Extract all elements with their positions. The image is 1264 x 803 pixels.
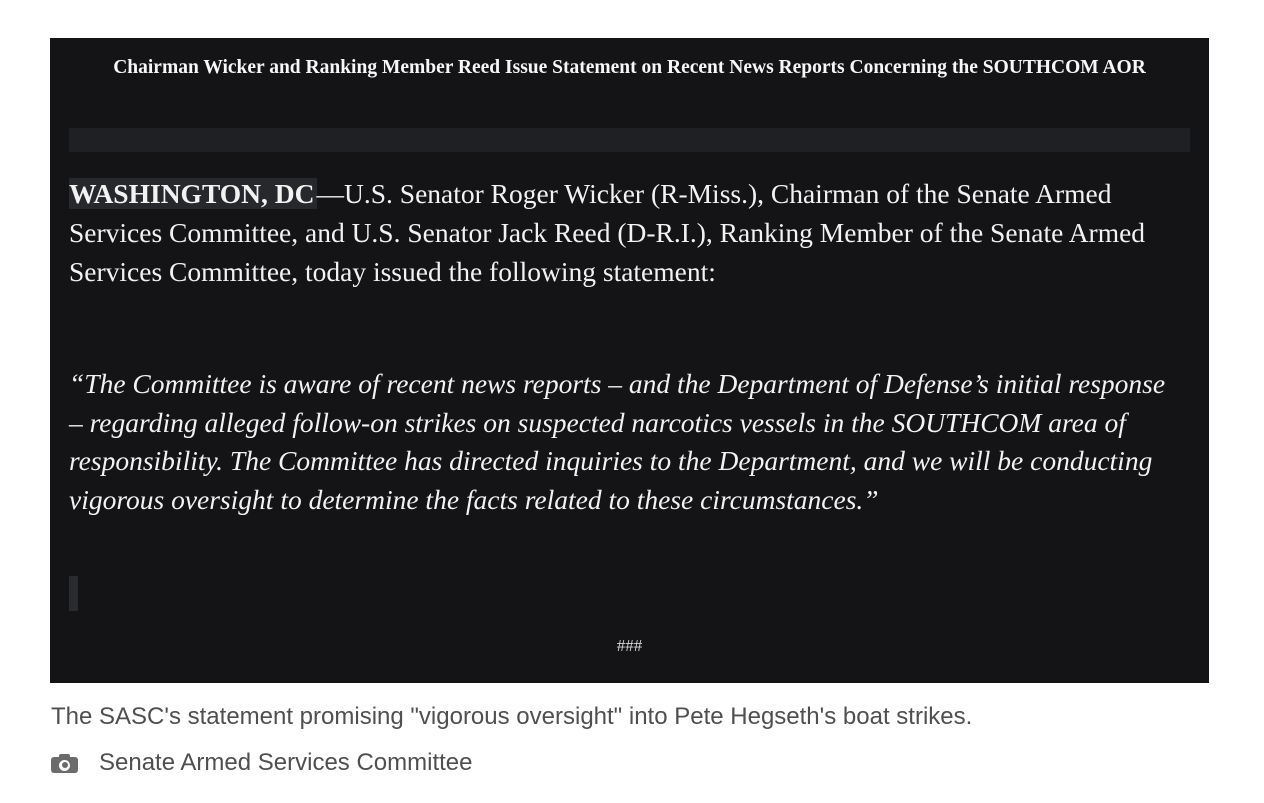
statement-intro [69,174,1183,291]
statement-intro-text: —U.S. Senator Roger Wicker (R-Miss.), Chairman of the Senate Armed Services Committee, and U.S. Senator Jack Reed (D-R.I.), Ranking Member of the Senate Armed Services Committee, today issued the following statement: [69,178,1146,287]
credit-text: Senate Armed Services Committee [99,749,473,776]
press-statement-image [50,38,1209,683]
headline-separator [69,128,1190,152]
figure-credit [51,748,473,778]
figure-caption: The SASC's statement promising "vigorous oversight" into Pete Hegseth's boat strikes. [51,703,973,730]
camera-icon [51,754,78,773]
statement-endmark: ### [616,636,643,655]
statement-quote: “The Committee is aware of recent news reports – and the Department of Defense’s initial response – regarding alleged follow-on strikes on suspected narcotics vessels in the SOUTHCOM area of responsibility. The Committee has directed inquiries to the Department, and we will be conducting vigorous oversight to determine the facts related to these circumstances.” [69,368,1166,515]
statement-dateline: WASHINGTON, DC [69,178,315,209]
statement-headline: Chairman Wicker and Ranking Member Reed Issue Statement on Recent News Reports Concerning the SOUTHCOM AOR [113,57,1146,78]
text-cursor-mark [69,576,78,611]
